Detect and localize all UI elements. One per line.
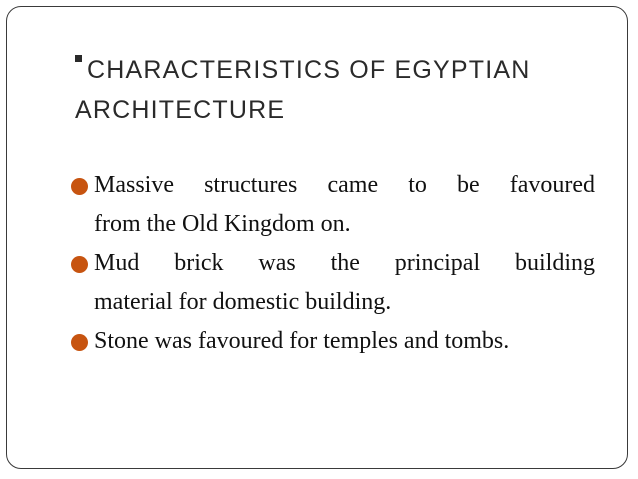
slide-title	[75, 50, 605, 130]
bullet-1-line-2: from the Old Kingdom on.	[94, 211, 351, 237]
bullet-item-3	[71, 322, 595, 361]
bullet-2-line-1: Mud brick was the principal building	[94, 250, 595, 276]
round-bullet-icon	[71, 334, 88, 351]
bullet-item-2	[71, 244, 595, 322]
bullet-2-line-2: material for domestic building.	[94, 289, 392, 315]
bullet-1-line-1: Massive structures came to be favoured	[94, 172, 595, 198]
title-line-2: ARCHITECTURE	[75, 96, 286, 124]
square-bullet-icon	[75, 55, 82, 62]
round-bullet-icon	[71, 178, 88, 195]
bullet-list	[71, 166, 595, 361]
round-bullet-icon	[71, 256, 88, 273]
bullet-3-line-1: Stone was favoured for temples and tombs.	[94, 328, 510, 354]
slide-frame	[6, 6, 628, 469]
bullet-item-1	[71, 166, 595, 244]
title-line-1	[75, 50, 605, 90]
title-text-1: CHARACTERISTICS OF EGYPTIAN	[87, 56, 531, 84]
